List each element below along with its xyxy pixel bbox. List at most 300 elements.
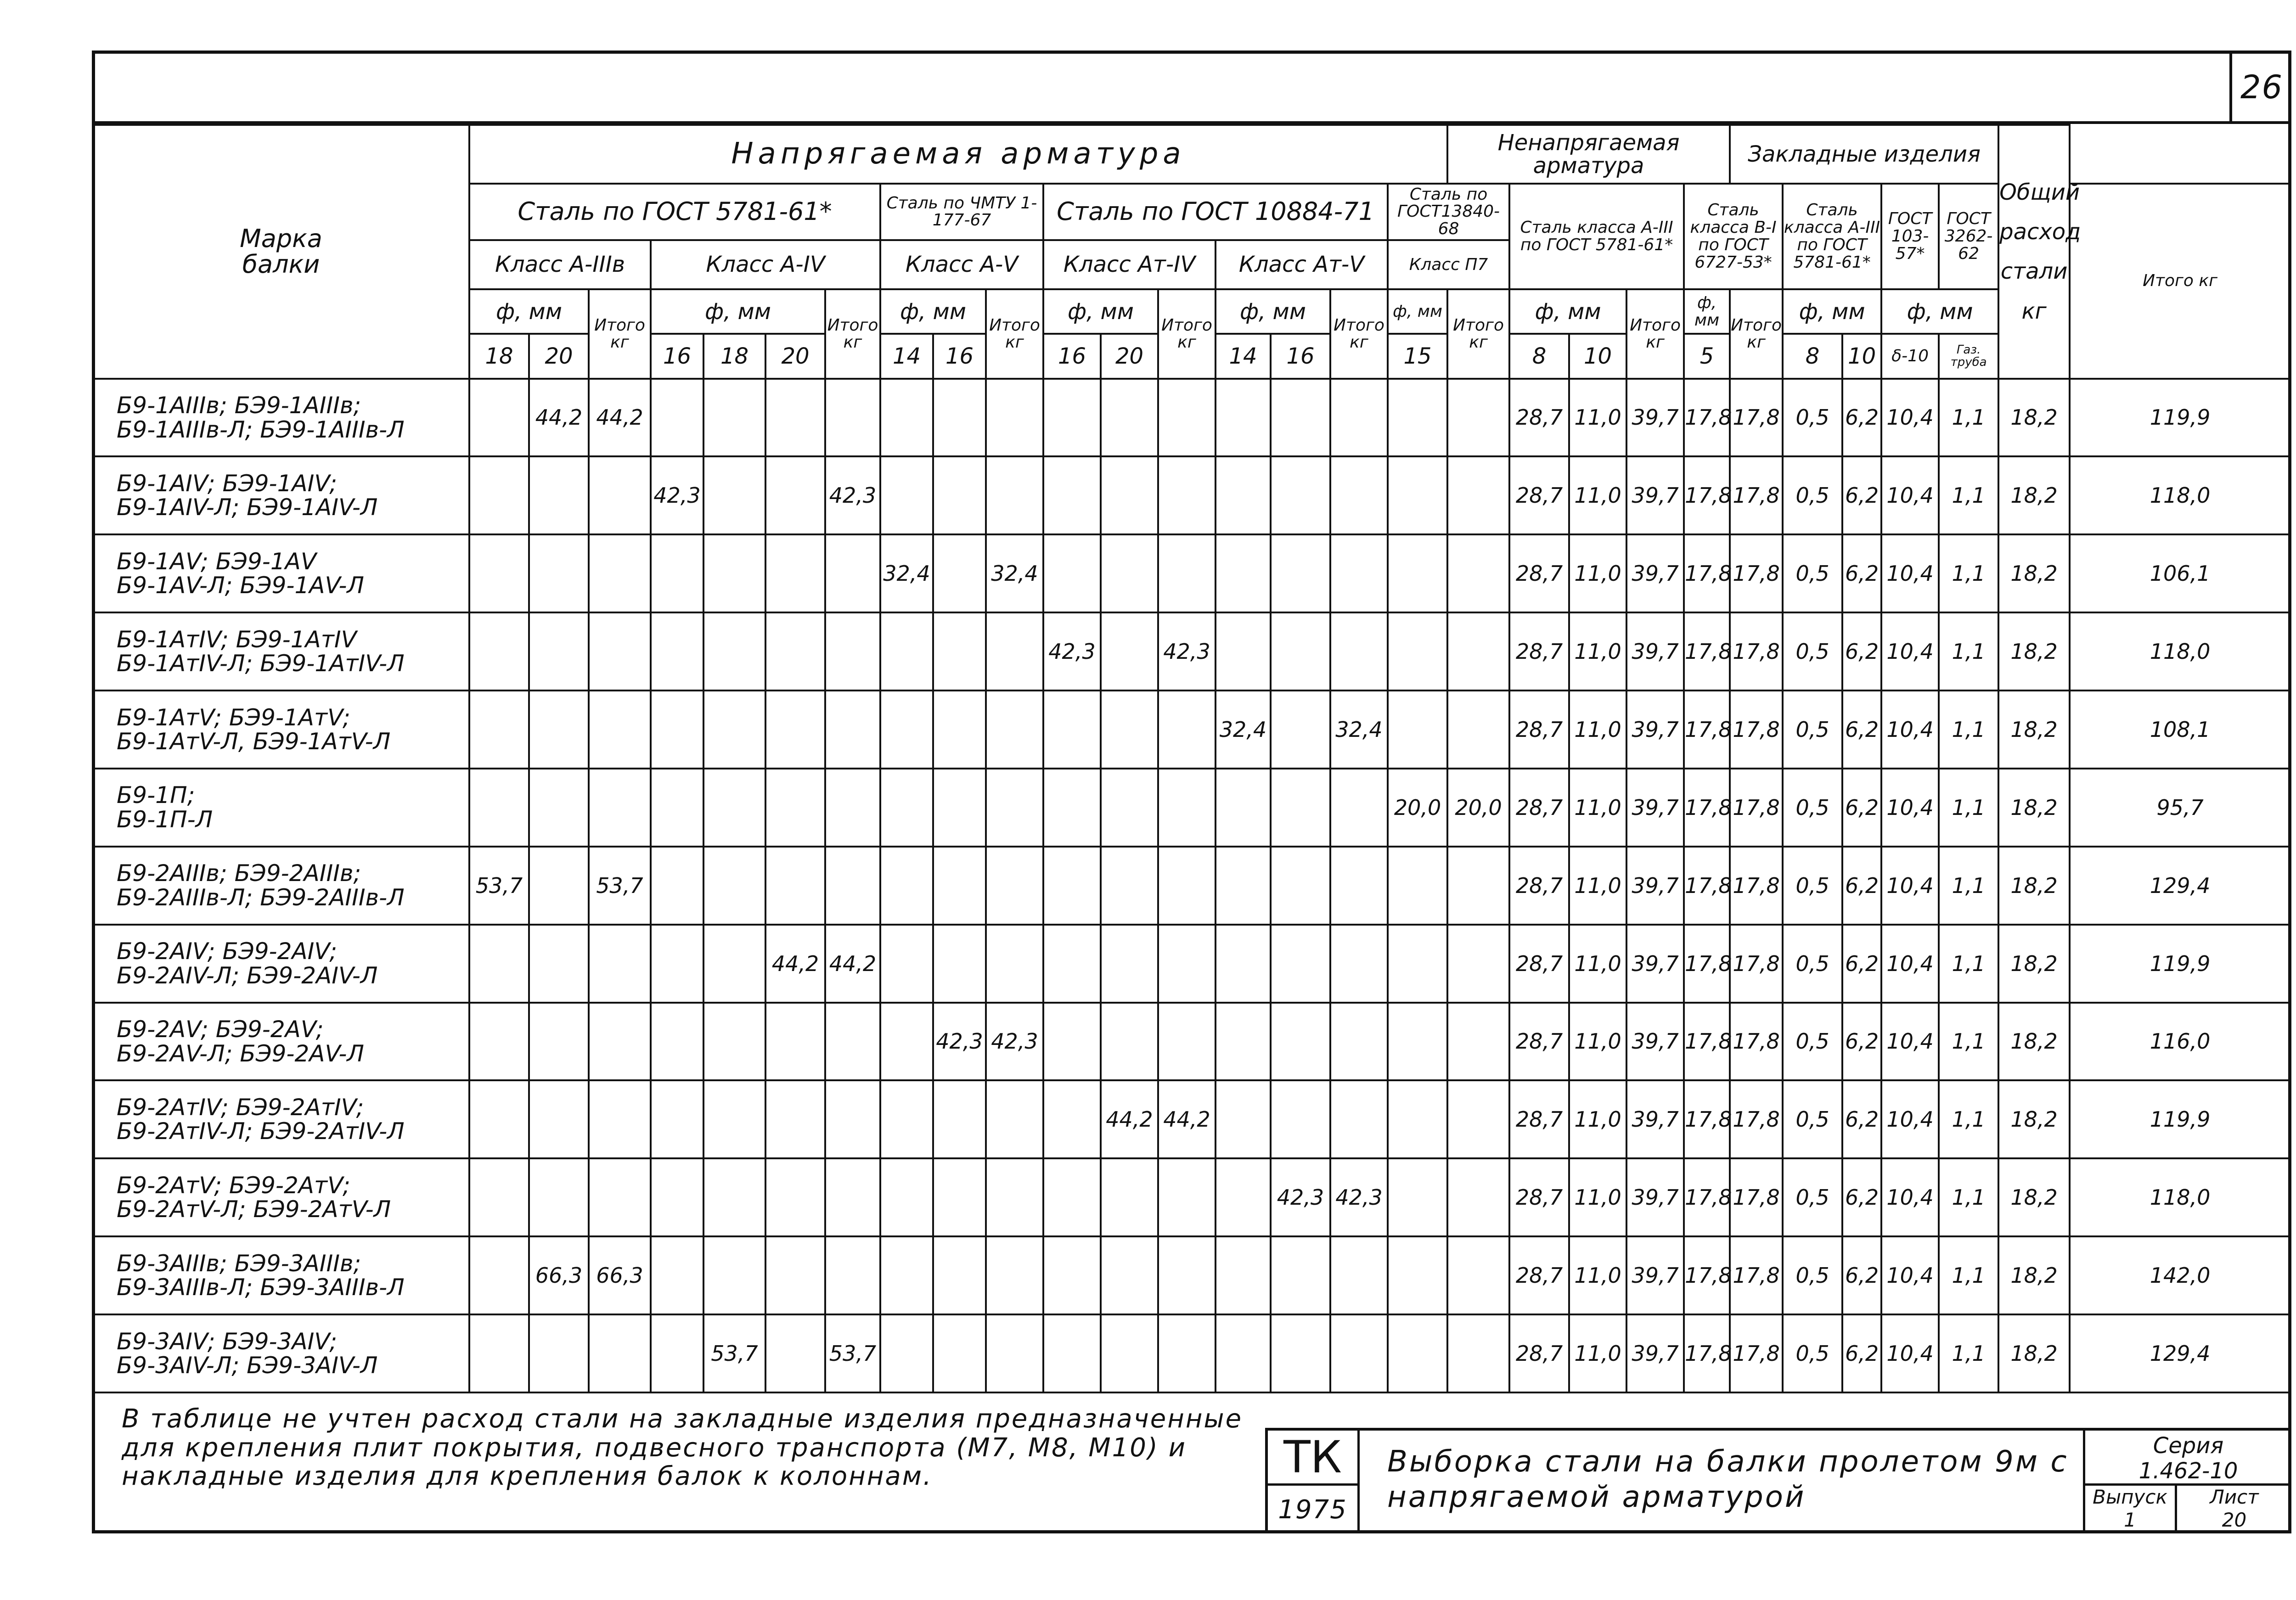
table-cell [880, 1158, 933, 1236]
table-cell: 1,1 [1939, 925, 1998, 1003]
d-p7-15: 15 [1388, 334, 1447, 378]
table-cell [986, 925, 1043, 1003]
table-cell: 18,2 [1998, 1314, 2070, 1392]
table-cell: 11,0 [1569, 1003, 1626, 1081]
table-cell [1271, 925, 1330, 1003]
beam-mark: Б9-2АV; БЭ9-2АV; Б9-2АV-Л; БЭ9-2АV-Л [93, 1003, 469, 1081]
table-cell: 53,7 [703, 1314, 765, 1392]
header-class-at4: Класс Ат-IV [1043, 240, 1216, 289]
table-cell [589, 456, 651, 534]
header-aiii-nonp: Сталь класса А-III по ГОСТ 5781-61* [1509, 184, 1684, 289]
table-cell: 28,7 [1509, 847, 1569, 925]
table-cell [529, 612, 589, 691]
table-cell: 6,2 [1842, 1158, 1881, 1236]
table-cell [529, 691, 589, 769]
table-cell: 17,8 [1684, 379, 1730, 457]
table-cell: 0,5 [1783, 691, 1842, 769]
table-row [93, 379, 2290, 457]
header-class-a3v: Класс А-IIIв [469, 240, 651, 289]
table-cell: 11,0 [1569, 925, 1626, 1003]
table-cell [880, 379, 933, 457]
vypusk-label: Выпуск [2093, 1486, 2167, 1508]
table-cell [1101, 847, 1158, 925]
table-cell [765, 1236, 825, 1314]
table-cell [1330, 1314, 1388, 1392]
header-emb-itogo: Итого кг [2070, 184, 2290, 379]
table-cell [703, 769, 765, 847]
table-cell: 0,5 [1783, 925, 1842, 1003]
table-cell [1447, 379, 1509, 457]
table-cell [880, 847, 933, 925]
table-cell: 129,4 [2070, 847, 2290, 925]
table-cell [1101, 1236, 1158, 1314]
table-cell [986, 1158, 1043, 1236]
table-cell: 1,1 [1939, 456, 1998, 534]
phi-a5: ф, мм [880, 289, 986, 334]
table-cell [469, 1158, 529, 1236]
table-cell [765, 691, 825, 769]
table-cell: 6,2 [1842, 612, 1881, 691]
table-cell: 0,5 [1783, 1003, 1842, 1081]
table-cell [765, 769, 825, 847]
table-cell: 17,8 [1684, 925, 1730, 1003]
table-cell [1447, 925, 1509, 1003]
table-cell: 1,1 [1939, 691, 1998, 769]
d-a3v-18: 18 [469, 334, 529, 378]
table-cell [1271, 691, 1330, 769]
table-cell [1101, 379, 1158, 457]
table-cell [1158, 769, 1216, 847]
table-cell [986, 847, 1043, 925]
table-cell [1158, 379, 1216, 457]
table-cell: 1,1 [1939, 534, 1998, 612]
beam-mark: Б9-1АтIV; БЭ9-1АтIV Б9-1АтIV-Л; БЭ9-1АтIV-Л [93, 612, 469, 691]
table-cell [933, 925, 986, 1003]
header-total [1998, 125, 2081, 379]
table-cell: 10,4 [1881, 1080, 1939, 1158]
d-at4-16: 16 [1043, 334, 1101, 378]
table-cell: 18,2 [1998, 925, 2070, 1003]
table-cell [933, 379, 986, 457]
table-cell: 10,4 [1881, 612, 1939, 691]
table-cell: 17,8 [1684, 1314, 1730, 1392]
table-cell: 6,2 [1842, 847, 1881, 925]
table-cell: 39,7 [1626, 1080, 1684, 1158]
table-cell: 1,1 [1939, 1003, 1998, 1081]
table-cell: 6,2 [1842, 691, 1881, 769]
table-cell [1271, 456, 1330, 534]
table-cell: 17,8 [1730, 691, 1783, 769]
table-cell: 17,8 [1730, 1158, 1783, 1236]
table-cell: 39,7 [1626, 769, 1684, 847]
itogo-a3v: Итого кг [589, 289, 651, 378]
table-row [93, 1314, 2290, 1392]
table-cell [1101, 1314, 1158, 1392]
table-cell: 44,2 [529, 379, 589, 457]
cell-p7-15 [1388, 1158, 1447, 1236]
table-cell [651, 691, 703, 769]
table-cell: 17,8 [1730, 925, 1783, 1003]
table-cell: 1,1 [1939, 847, 1998, 925]
table-cell: 28,7 [1509, 691, 1569, 769]
table-cell [825, 691, 880, 769]
table-cell: 116,0 [2070, 1003, 2290, 1081]
beam-mark: Б9-1П; Б9-1П-Л [93, 769, 469, 847]
table-cell: 18,2 [1998, 1158, 2070, 1236]
table-cell [529, 534, 589, 612]
table-cell [1330, 1080, 1388, 1158]
table-cell [1101, 925, 1158, 1003]
table-cell: 6,2 [1842, 1236, 1881, 1314]
table-cell [1447, 1236, 1509, 1314]
cell-p7-15 [1388, 379, 1447, 457]
table-cell [469, 612, 529, 691]
table-cell: 118,0 [2070, 456, 2290, 534]
table-cell: 17,8 [1730, 379, 1783, 457]
header-gost13840: Сталь по ГОСТ13840-68 [1388, 184, 1509, 240]
table-cell [986, 1314, 1043, 1392]
steel-table [92, 124, 2291, 1393]
table-cell [1043, 769, 1101, 847]
table-cell: 39,7 [1626, 925, 1684, 1003]
table-cell [825, 612, 880, 691]
table-row [93, 769, 2290, 847]
phi-at5: ф, мм [1216, 289, 1330, 334]
table-cell: 10,4 [1881, 379, 1939, 457]
table-cell [703, 847, 765, 925]
table-cell [1271, 769, 1330, 847]
table-cell [1158, 691, 1216, 769]
itogo-p7: Итого кг [1447, 289, 1509, 378]
phi-a4: ф, мм [651, 289, 825, 334]
table-cell: 53,7 [589, 847, 651, 925]
d-nonp-8: 8 [1509, 334, 1569, 378]
table-cell: 28,7 [1509, 1080, 1569, 1158]
table-cell: 39,7 [1626, 847, 1684, 925]
table-cell [1043, 456, 1101, 534]
table-cell: 32,4 [880, 534, 933, 612]
itogo-at4: Итого кг [1158, 289, 1216, 378]
table-cell [1447, 456, 1509, 534]
table-cell [880, 769, 933, 847]
table-cell [1447, 1158, 1509, 1236]
table-cell [1271, 1314, 1330, 1392]
cell-p7-15 [1388, 925, 1447, 1003]
table-cell [1330, 456, 1388, 534]
table-cell: 119,9 [2070, 925, 2290, 1003]
table-cell: 6,2 [1842, 534, 1881, 612]
table-cell [703, 534, 765, 612]
d-at5-16: 16 [1271, 334, 1330, 378]
table-row [93, 691, 2290, 769]
table-cell: 39,7 [1626, 456, 1684, 534]
header-class-p7: Класс П7 [1388, 240, 1509, 289]
table-cell [986, 379, 1043, 457]
table-cell: 17,8 [1730, 1236, 1783, 1314]
beam-mark: Б9-2АтV; БЭ9-2АтV; Б9-2АтV-Л; БЭ9-2АтV-Л [93, 1158, 469, 1236]
table-cell: 28,7 [1509, 534, 1569, 612]
d-a5-16: 16 [933, 334, 986, 378]
table-cell [825, 1003, 880, 1081]
table-cell: 106,1 [2070, 534, 2290, 612]
table-cell [469, 1080, 529, 1158]
table-cell: 42,3 [825, 456, 880, 534]
phi-p7: ф, мм [1388, 289, 1447, 334]
beam-mark: Б9-1АIV; БЭ9-1АIV; Б9-1АIV-Л; БЭ9-1АIV-Л [93, 456, 469, 534]
itogo-a4: Итого кг [825, 289, 880, 378]
table-cell: 18,2 [1998, 456, 2070, 534]
table-cell: 17,8 [1684, 456, 1730, 534]
table-cell: 0,5 [1783, 456, 1842, 534]
seria-box [2085, 1431, 2291, 1486]
table-cell [529, 1158, 589, 1236]
table-cell [880, 1236, 933, 1314]
table-cell: 44,2 [1101, 1080, 1158, 1158]
table-cell: 28,7 [1509, 456, 1569, 534]
table-cell [469, 1003, 529, 1081]
table-cell [933, 456, 986, 534]
vypusk-box [2085, 1486, 2177, 1533]
table-cell [933, 769, 986, 847]
table-cell [825, 769, 880, 847]
table-cell [1447, 1080, 1509, 1158]
table-row [93, 1158, 2290, 1236]
header-mark [93, 125, 469, 379]
header-aiii-emb: Сталь класса А-III по ГОСТ 5781-61* [1783, 184, 1881, 289]
seria-label: Серия [2153, 1433, 2224, 1459]
d-a4-18: 18 [703, 334, 765, 378]
table-cell [986, 691, 1043, 769]
table-cell [1271, 379, 1330, 457]
table-cell [1216, 379, 1271, 457]
table-cell: 42,3 [1158, 612, 1216, 691]
table-cell: 1,1 [1939, 612, 1998, 691]
table-cell [1447, 691, 1509, 769]
page-number: 26 [2229, 51, 2291, 124]
table-cell [880, 925, 933, 1003]
table-cell [933, 1236, 986, 1314]
table-cell [1043, 1003, 1101, 1081]
table-cell [1216, 1314, 1271, 1392]
table-cell: 1,1 [1939, 1314, 1998, 1392]
table-cell [589, 1080, 651, 1158]
table-cell: 44,2 [1158, 1080, 1216, 1158]
table-cell: 17,8 [1684, 769, 1730, 847]
table-cell: 42,3 [1271, 1158, 1330, 1236]
table-cell [880, 1003, 933, 1081]
d-a4-20: 20 [765, 334, 825, 378]
table-cell: 17,8 [1730, 769, 1783, 847]
table-cell [1158, 456, 1216, 534]
footnote: В таблице не учтен расход стали на закладные изделия предназначенные для крепления плит покрытия, подвесного транспорта (М7, М8, М10) и накладные изделия для крепления балок к колоннам. [122, 1404, 1243, 1492]
header-nonprestressed: Ненапрягаемая арматура [1447, 125, 1730, 184]
table-cell [589, 925, 651, 1003]
table-cell: 11,0 [1569, 769, 1626, 847]
table-cell: 39,7 [1626, 1003, 1684, 1081]
table-cell: 10,4 [1881, 1003, 1939, 1081]
table-cell [1216, 1158, 1271, 1236]
table-cell: 0,5 [1783, 1080, 1842, 1158]
table-cell: 1,1 [1939, 1236, 1998, 1314]
table-cell: 20,0 [1447, 769, 1509, 847]
table-cell [1447, 1314, 1509, 1392]
table-cell: 11,0 [1569, 1158, 1626, 1236]
table-cell: 18,2 [1998, 1080, 2070, 1158]
table-cell: 32,4 [1216, 691, 1271, 769]
table-cell: 39,7 [1626, 691, 1684, 769]
table-cell: 17,8 [1684, 691, 1730, 769]
table-cell [529, 769, 589, 847]
table-cell: 17,8 [1730, 456, 1783, 534]
table-cell [880, 1080, 933, 1158]
table-cell [529, 847, 589, 925]
table-cell: 118,0 [2070, 612, 2290, 691]
itogo-at5: Итого кг [1330, 289, 1388, 378]
cell-p7-15 [1388, 534, 1447, 612]
table-cell: 18,2 [1998, 769, 2070, 847]
table-cell: 18,2 [1998, 691, 2070, 769]
table-cell: 42,3 [651, 456, 703, 534]
table-cell [1101, 1158, 1158, 1236]
d-a3v-20: 20 [529, 334, 589, 378]
table-cell: 18,2 [1998, 379, 2070, 457]
table-cell [825, 1236, 880, 1314]
table-cell: 119,9 [2070, 1080, 2290, 1158]
phi-bi: ф, мм [1684, 289, 1730, 334]
table-cell [1216, 1080, 1271, 1158]
table-cell [1216, 769, 1271, 847]
table-cell [1271, 534, 1330, 612]
header-embedded: Закладные изделия [1730, 125, 1998, 184]
table-cell [1447, 612, 1509, 691]
table-cell [986, 769, 1043, 847]
d-at5-14: 14 [1216, 334, 1271, 378]
table-cell [1216, 925, 1271, 1003]
table-cell [1101, 1003, 1158, 1081]
cell-p7-15 [1388, 1003, 1447, 1081]
table-cell [651, 1158, 703, 1236]
table-cell: 39,7 [1626, 534, 1684, 612]
table-cell: 39,7 [1626, 379, 1684, 457]
table-cell: 108,1 [2070, 691, 2290, 769]
table-row [93, 1080, 2290, 1158]
table-cell [880, 612, 933, 691]
cell-p7-15 [1388, 847, 1447, 925]
header-class-a4: Класс А-IV [651, 240, 880, 289]
table-cell [825, 1080, 880, 1158]
table-cell: 10,4 [1881, 847, 1939, 925]
table-cell: 28,7 [1509, 1158, 1569, 1236]
table-cell [651, 769, 703, 847]
table-cell: 95,7 [2070, 769, 2290, 847]
table-cell: 42,3 [986, 1003, 1043, 1081]
table-cell: 53,7 [825, 1314, 880, 1392]
table-cell: 28,7 [1509, 612, 1569, 691]
table-cell: 6,2 [1842, 769, 1881, 847]
table-cell: 118,0 [2070, 1158, 2290, 1236]
table-cell [1330, 1236, 1388, 1314]
header-gost5781: Сталь по ГОСТ 5781-61* [469, 184, 880, 240]
beam-mark: Б9-3АIIIв; БЭ9-3АIIIв; Б9-3АIIIв-Л; БЭ9-3АIIIв-Л [93, 1236, 469, 1314]
cell-p7-15 [1388, 1080, 1447, 1158]
table-cell: 18,2 [1998, 847, 2070, 925]
table-cell [651, 925, 703, 1003]
itogo-bi: Итого кг [1730, 289, 1783, 378]
table-cell: 0,5 [1783, 769, 1842, 847]
d-emb-10: 10 [1842, 334, 1881, 378]
table-cell: 17,8 [1730, 847, 1783, 925]
table-cell [765, 1080, 825, 1158]
table-cell: 17,8 [1684, 1158, 1730, 1236]
table-cell: 11,0 [1569, 1314, 1626, 1392]
table-row [93, 456, 2290, 534]
cell-p7-15: 20,0 [1388, 769, 1447, 847]
table-cell [469, 1314, 529, 1392]
table-cell: 129,4 [2070, 1314, 2290, 1392]
table-body [93, 379, 2290, 1392]
header-class-a5: Класс А-V [880, 240, 1043, 289]
table-cell [703, 925, 765, 1003]
table-cell: 1,1 [1939, 1158, 1998, 1236]
table-cell [469, 925, 529, 1003]
table-cell [529, 456, 589, 534]
table-cell [933, 847, 986, 925]
table-cell [1043, 534, 1101, 612]
cell-p7-15 [1388, 1314, 1447, 1392]
table-cell: 1,1 [1939, 769, 1998, 847]
table-cell [1330, 1003, 1388, 1081]
table-cell: 28,7 [1509, 1003, 1569, 1081]
table-cell [986, 456, 1043, 534]
d-gost3262: Газ. труба [1939, 334, 1998, 378]
table-cell: 6,2 [1842, 1003, 1881, 1081]
table-cell [933, 612, 986, 691]
header-total-text: Общий расход стали кг [1999, 179, 2081, 324]
table-cell [1043, 925, 1101, 1003]
table-cell [1447, 847, 1509, 925]
table-cell [1216, 1003, 1271, 1081]
table-cell: 17,8 [1684, 1080, 1730, 1158]
table-cell [933, 691, 986, 769]
table-cell: 10,4 [1881, 691, 1939, 769]
d-bi-5: 5 [1684, 334, 1730, 378]
table-cell [765, 534, 825, 612]
table-cell: 44,2 [825, 925, 880, 1003]
header-chmtu: Сталь по ЧМТУ 1-177-67 [880, 184, 1043, 240]
table-cell [1216, 1236, 1271, 1314]
table-cell [1158, 1158, 1216, 1236]
header-class-at5: Класс Ат-V [1216, 240, 1388, 289]
table-cell [469, 534, 529, 612]
table-cell [1101, 456, 1158, 534]
table-cell [1101, 612, 1158, 691]
table-cell [1216, 847, 1271, 925]
table-cell [651, 1003, 703, 1081]
table-cell [589, 1158, 651, 1236]
d-gost103: δ-10 [1881, 334, 1939, 378]
header-gost103: ГОСТ 103-57* [1881, 184, 1939, 289]
table-cell: 44,2 [589, 379, 651, 457]
d-a5-14: 14 [880, 334, 933, 378]
table-cell [529, 1003, 589, 1081]
table-cell [1158, 925, 1216, 1003]
table-cell: 0,5 [1783, 1314, 1842, 1392]
table-cell [703, 456, 765, 534]
table-cell [469, 379, 529, 457]
table-cell [1271, 1003, 1330, 1081]
table-cell [651, 534, 703, 612]
table-cell: 42,3 [1330, 1158, 1388, 1236]
